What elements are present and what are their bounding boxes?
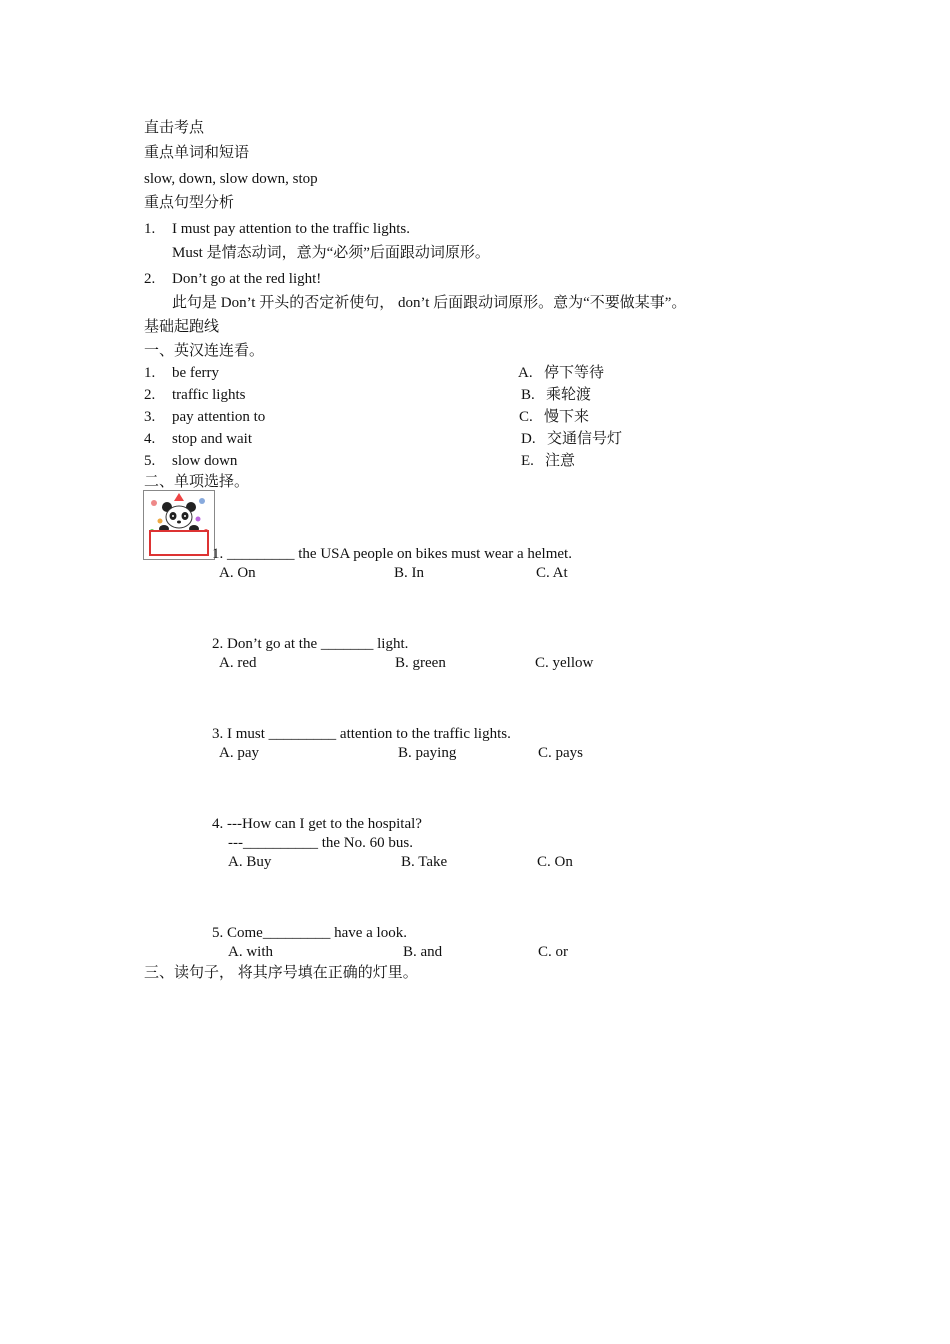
option-c: C. On [537,854,573,870]
question-4: 4. ---How can I get to the hospital? [212,816,422,832]
option-b: B. In [394,565,424,581]
option-a: A. with [228,944,273,960]
match-right-item: 慢下来 [544,409,590,425]
heading-basics: 基础起跑线 [144,319,220,335]
option-b: B. Take [401,854,448,870]
part-2-title: 二、单项选择。 [144,474,250,490]
match-right-label: C. [519,409,533,425]
panda-sign-image [143,490,215,560]
option-a: A. pay [219,745,259,761]
option-a: A. On [219,565,256,581]
option-c: C. At [536,565,568,581]
question-5: 5. Come_________ have a look. [212,925,407,941]
part-3-title: 三、读句子， 将其序号填在正确的灯里。 [144,965,418,981]
heading-kaodian: 直击考点 [144,120,205,136]
match-right-item: 注意 [545,453,576,469]
match-right-label: D. [521,431,536,447]
sentence-1-num: 1. [144,221,156,237]
question-1: 1. _________ the USA people on bikes must wear a helmet. [212,546,572,562]
option-b: B. and [403,944,443,960]
heading-sentences: 重点句型分析 [144,195,235,211]
question-3: 3. I must _________ attention to the traffic lights. [212,726,511,742]
heading-words: 重点单词和短语 [144,145,250,161]
question-4-answer-line: ---__________ the No. 60 bus. [228,835,413,851]
match-left-item: stop and wait [172,431,252,447]
match-left-item: traffic lights [172,387,246,403]
match-left-item: be ferry [172,365,220,381]
option-a: A. red [219,655,257,671]
match-right-item: 乘轮渡 [546,387,592,403]
option-c: C. or [538,944,568,960]
part-1-title: 一、英汉连连看。 [144,343,265,359]
option-a: A. Buy [228,854,272,870]
sentence-2-note: 此句是 Don’t 开头的否定祈使句， don’t 后面跟动词原形。意为“不要做某事”。 [172,295,687,311]
sentence-1-note: Must 是情态动词，意为“必须”后面跟动词原形。 [172,245,490,261]
option-c: C. yellow [535,655,594,671]
option-b: B. green [395,655,446,671]
word-list: slow, down, slow down, stop [144,171,318,187]
sentence-1: I must pay attention to the traffic lights. [172,221,411,237]
match-left-num: 5. [144,453,156,469]
match-right-item: 停下等待 [544,365,605,381]
match-left-item: slow down [172,453,238,469]
match-right-label: E. [521,453,534,469]
match-left-num: 3. [144,409,156,425]
question-2: 2. Don’t go at the _______ light. [212,636,409,652]
option-c: C. pays [538,745,583,761]
sentence-2: Don’t go at the red light! [172,271,322,287]
sentence-2-num: 2. [144,271,156,287]
panda-icon [144,491,214,559]
match-right-label: B. [521,387,535,403]
option-b: B. paying [398,745,457,761]
match-right-label: A. [518,365,533,381]
match-left-num: 2. [144,387,156,403]
match-left-num: 1. [144,365,156,381]
match-left-item: pay attention to [172,409,266,425]
match-right-item: 交通信号灯 [547,431,623,447]
match-left-num: 4. [144,431,156,447]
